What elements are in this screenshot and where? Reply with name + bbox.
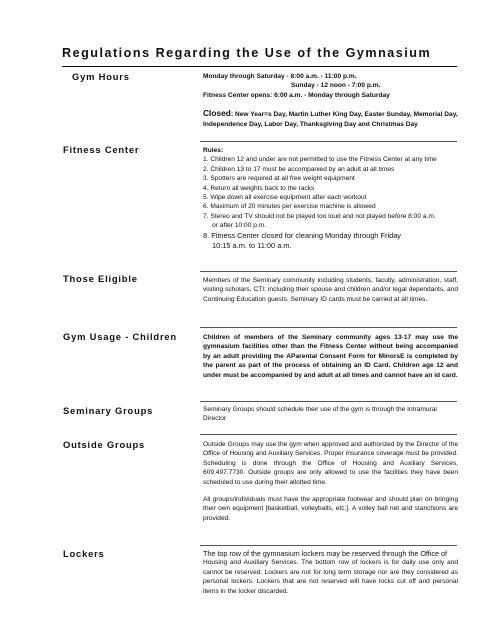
rule-item: 5. Wipe down all exercise equipment after each workout [203, 194, 367, 202]
section-label-lockers: Lockers [63, 548, 105, 559]
gym-hours-content [203, 72, 458, 129]
rule-item: 1. Children 12 and under are not permitted to use the Fitness Center at any time [203, 156, 437, 164]
lockers-content [203, 549, 458, 596]
rule-item: 8. Fitness Center closed for cleaning Monday through Friday [203, 230, 402, 240]
closed-label: Closed [203, 108, 231, 119]
rule-item: 4. Return all weights back to the racks [203, 184, 315, 192]
rules-heading: Rules: [203, 147, 224, 154]
section-divider [200, 401, 457, 402]
section-label-fitness-center: Fitness Center [63, 144, 140, 155]
outside-groups-equipment-text: All groups/individuals must have the appropriate footwear and should plan on bringing their own equipment [basketball, volleyballs, etc.]. A volley ball net and stanchions are provided. [203, 496, 458, 522]
section-divider [200, 141, 457, 142]
title-divider [62, 66, 457, 67]
rule-item: or after 10:00 p.m. [203, 222, 267, 230]
outside-groups-content [203, 440, 458, 523]
section-label-gym-hours: Gym Hours [72, 71, 130, 82]
section-divider [200, 327, 457, 328]
fitness-center-content [203, 146, 458, 251]
section-label-outside-groups: Outside Groups [63, 439, 146, 450]
section-label-gym-usage-children: Gym Usage - Children [63, 331, 177, 342]
closed-days [203, 109, 458, 129]
hours-sunday: Sunday - 12 noon - 7:00 p.m. [291, 82, 381, 90]
rule-item: 3. Spotters are required at all free weight equipment [203, 175, 355, 183]
gym-usage-children-text: Children of members of the Seminary community ages 13-17 may use the gymnasium facilities other than the Fitness Center without being accompanied by an adult providing the ΑParental Consent Form for MinorsΕ is completed by the parent as part of the process of obtaining an ID Card. Children age 12 and under must be accompanied by and adult at all times and cannot have an id card. [203, 334, 458, 379]
rule-item: 2. Children 13 to 17 must be accompanied by an adult at all times [203, 165, 395, 173]
rule-item: 6. Maximum of 20 minutes per exercise machine is allowed [203, 203, 376, 211]
closed-days-list: : New Year=s Day, Martin Luther King Day, Easter Sunday, Memorial Day, Independence Day, Labor Day, Thanksgiving Day and Christmas Day [203, 111, 458, 128]
outside-groups-text: Outside Groups may use the gym when approved and authorized by the Director of the Office of Housing and Auxiliary Services. Proper insurance coverage must be provided. Scheduling is done through the Office of Housing and Auxiliary Services, 609.497.7730. Outside groups are only allowed to use the facilities they have been scheduled to use during their allotted time. [203, 441, 458, 486]
hours-weekday: Monday through Saturday - 8:00 a.m. - 11:00 p.m. [203, 73, 357, 80]
section-label-seminary-groups: Seminary Groups [63, 405, 154, 416]
seminary-groups-text: Seminary Groups should schedule their use of the gym is through the Intramural Director [203, 406, 437, 423]
section-divider [200, 545, 457, 546]
page-title: Regulations Regarding the Use of the Gymnasium [62, 46, 432, 60]
lockers-text-lead: The top row of the gymnasium lockers may be reserved through the Office of [203, 549, 447, 558]
rule-item: 10:15 a.m. to 11:00 a.m. [212, 240, 292, 250]
rules-list [203, 155, 458, 250]
lockers-text: Housing and Auxiliary Services. The bottom row of lockers is for daily use only and cannot be reserved. Lockers are not for long term storage nor are they considered as personal lockers. Lockers that are not reserved will have locks cut off and personal items in the locker discarded. [203, 559, 458, 595]
those-eligible-text: Members of the Seminary community including students, faculty, administration, staff, visiting scholars, CTI; including their spouse and children and/or legal dependants, and Continuing Education guests. Seminary ID cards must be carried at all times. [203, 277, 458, 303]
section-label-those-eligible: Those Eligible [63, 273, 138, 284]
rule-item: 7. Stereo and TV should not be played too loud and not played before 8:00 a.m. [203, 212, 436, 220]
section-divider [200, 434, 457, 435]
section-divider [200, 271, 457, 272]
hours-fitness-center: Fitness Center opens: 6:00 a.m. - Monday through Saturday [203, 91, 390, 99]
